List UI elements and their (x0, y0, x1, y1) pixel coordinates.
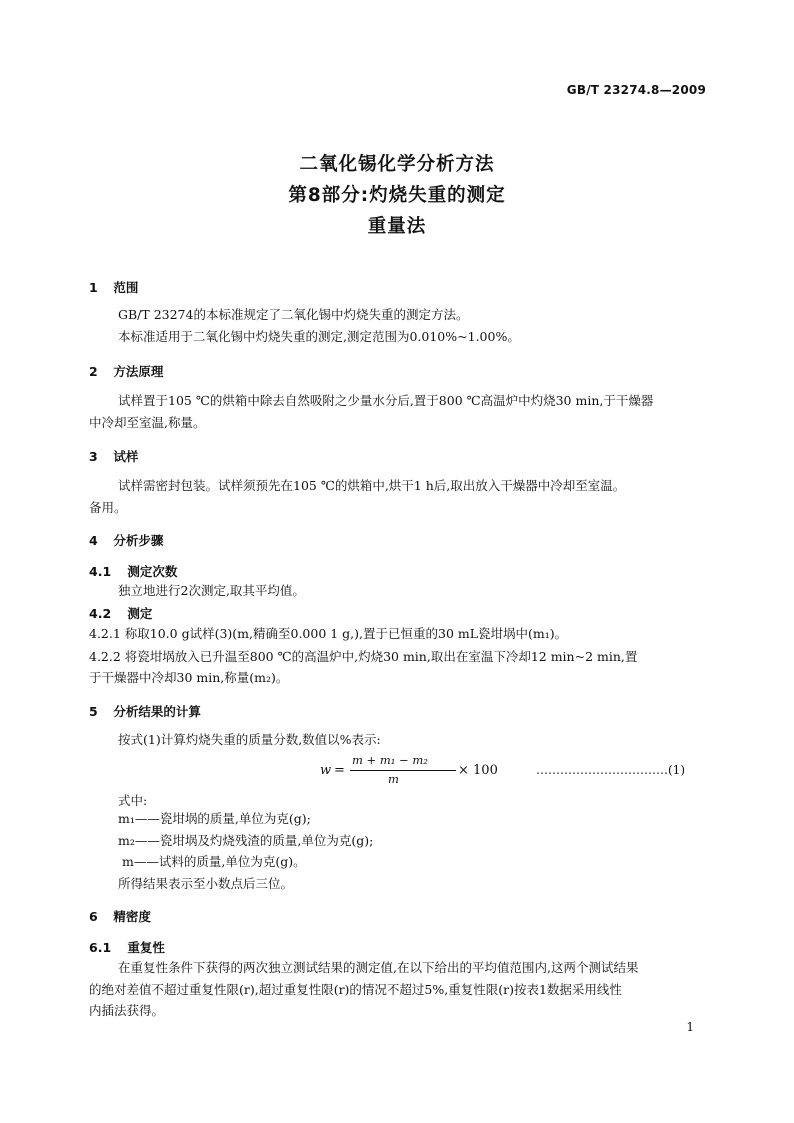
section-4-1-text: 独立地进行2次测定,取其平均值。 (118, 583, 305, 598)
section-2-heading (89, 362, 163, 380)
formula-where-label: 式中: (118, 793, 148, 808)
section-6-1-paragraph-line-2: 的绝对差值不超过重复性限(r),超过重复性限(r)的情况不超过5%,重复性限(r)按表1数据采用线性 (89, 982, 622, 997)
section-title: 重复性 (127, 940, 165, 955)
document-title-line1: 二氧化锡化学分析方法 (299, 154, 495, 175)
section-2-paragraph-line-2: 中冷却至室温,称量。 (89, 415, 206, 430)
section-4-2-2-text-line-2: 于干燥器中冷却30 min,称量(m₂)。 (89, 670, 289, 685)
section-3-paragraph-line-2: 备用。 (89, 500, 127, 515)
section-title: 分析步骤 (113, 533, 164, 548)
document-title-line2: 第8部分:灼烧失重的测定 (288, 185, 506, 206)
section-4-2-2-text-line-1: 4.2.2 将瓷坩埚放入已升温至800 ℃的高温炉中,灼烧30 min,取出在室温下冷却12 min~2 min,置 (89, 649, 638, 664)
section-2-paragraph-line-1: 试样置于105 ℃的烘箱中除去自然吸附之少量水分后,置于800 ℃高温炉中灼烧30 min,于干燥器 (118, 393, 654, 408)
variable-definition-m: m——试料的质量,单位为克(g)。 (122, 854, 306, 869)
section-6-1-heading (89, 938, 165, 956)
section-number: 2 (89, 364, 98, 379)
section-4-1-heading (89, 562, 177, 580)
section-title: 测定 (127, 606, 153, 621)
section-number: 4.1 (89, 564, 112, 579)
formula-denominator: m (388, 772, 399, 786)
formula-lhs: w (320, 763, 332, 778)
section-4-2-heading (89, 604, 152, 622)
section-number: 5 (89, 704, 98, 719)
section-number: 4 (89, 533, 98, 548)
section-title: 测定次数 (127, 564, 178, 579)
variable-definition-m2: m₂——瓷坩埚及灼烧残渣的质量,单位为克(g); (118, 833, 374, 848)
formula-numerator: m + m₁ − m₂ (352, 753, 428, 767)
section-number: 3 (89, 449, 98, 464)
section-3-paragraph-line-1: 试样需密封包装。试样须预先在105 ℃的烘箱中,烘干1 h后,取出放入干燥器中冷却至室温。 (118, 478, 626, 493)
section-6-1-paragraph-line-1: 在重复性条件下获得的两次独立测试结果的测定值,在以下给出的平均值范围内,这两个测试结果 (118, 960, 639, 975)
section-number: 6 (89, 909, 98, 924)
section-3-heading (89, 447, 138, 465)
section-6-heading (89, 907, 151, 925)
section-title: 范围 (113, 280, 139, 295)
section-title: 方法原理 (113, 364, 164, 379)
fraction-bar (350, 770, 456, 771)
section-5-note: 所得结果表示至小数点后三位。 (118, 876, 294, 891)
section-number: 1 (89, 280, 98, 295)
section-number: 6.1 (89, 940, 112, 955)
section-number: 4.2 (89, 606, 112, 621)
section-1-paragraph-1: GB/T 23274的本标准规定了二氧化锡中灼烧失重的测定方法。 (118, 307, 469, 322)
equation-number: ……………………………(1) (536, 763, 685, 777)
document-title-line3: 重量法 (367, 216, 427, 237)
section-1-heading (89, 278, 138, 296)
section-title: 试样 (113, 449, 139, 464)
formula-multiplier: × 100 (458, 763, 498, 778)
section-5-heading (89, 702, 201, 720)
section-5-intro: 按式(1)计算灼烧失重的质量分数,数值以%表示: (118, 732, 381, 747)
section-4-heading (89, 531, 163, 549)
variable-definition-m1: m₁——瓷坩埚的质量,单位为克(g); (118, 811, 311, 826)
section-1-paragraph-2: 本标准适用于二氧化锡中灼烧失重的测定,测定范围为0.010%~1.00%。 (118, 329, 520, 344)
standard-number: GB/T 23274.8—2009 (566, 83, 706, 97)
section-title: 分析结果的计算 (113, 704, 201, 719)
formula-equals: = (334, 763, 345, 778)
section-title: 精密度 (113, 909, 151, 924)
section-6-1-paragraph-line-3: 内插法获得。 (89, 1003, 165, 1018)
page-number: 1 (686, 1020, 694, 1034)
section-4-2-1-text: 4.2.1 称取10.0 g试样(3)(m,精确至0.000 1 g,),置于已恒重的30 mL瓷坩埚中(m₁)。 (89, 626, 568, 641)
